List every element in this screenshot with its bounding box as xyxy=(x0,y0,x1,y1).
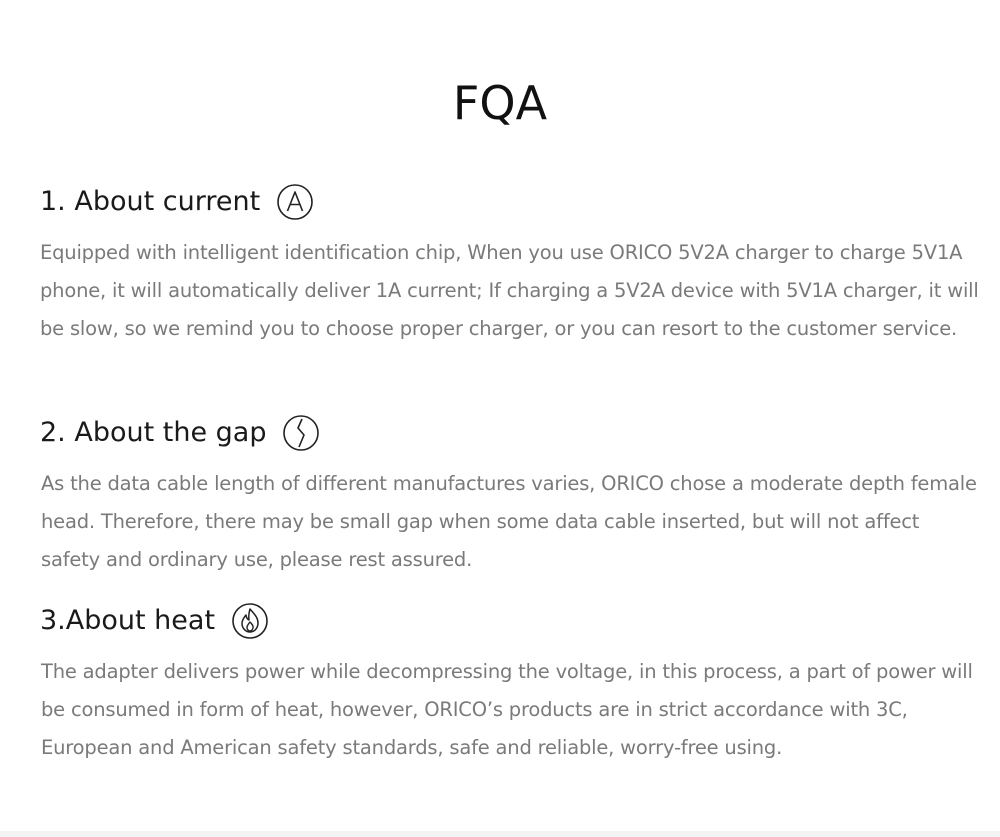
section-body: Equipped with intelligent identification chip, When you use ORICO 5V2A charger to charge 5V1A phone, it will automatically deliver 1A current; If charging a 5V2A device with 5V1A charger, it will be slow, so we remind you to choose proper charger, or you can resort to the customer service. xyxy=(40,241,979,340)
faq-section-heat xyxy=(40,599,980,767)
section-heading-text: 2. About the gap xyxy=(40,417,267,448)
faq-section-current xyxy=(40,180,980,348)
flame-circle-icon xyxy=(231,602,269,640)
section-body: The adapter delivers power while decompressing the voltage, in this process, a part of power will be consumed in form of heat, however, ORICO’s products are in strict accordance with 3C, European and American safety standards, safe and reliable, worry-free using. xyxy=(41,660,973,759)
page-title: FQA xyxy=(452,76,548,130)
section-heading xyxy=(40,599,980,643)
section-heading-text: 1. About current xyxy=(40,186,261,217)
faq-section-gap xyxy=(40,411,980,579)
gap-circle-icon xyxy=(282,414,320,452)
bottom-divider xyxy=(0,831,1000,837)
section-heading-text: 3.About heat xyxy=(40,605,216,636)
section-heading xyxy=(40,180,980,224)
section-body: As the data cable length of different manufactures varies, ORICO chose a moderate depth female head. Therefore, there may be small gap when some data cable inserted, but will not affect safety and ordinary use, please rest assured. xyxy=(41,472,977,571)
section-heading xyxy=(40,411,980,455)
letter-a-circle-icon xyxy=(276,183,314,221)
